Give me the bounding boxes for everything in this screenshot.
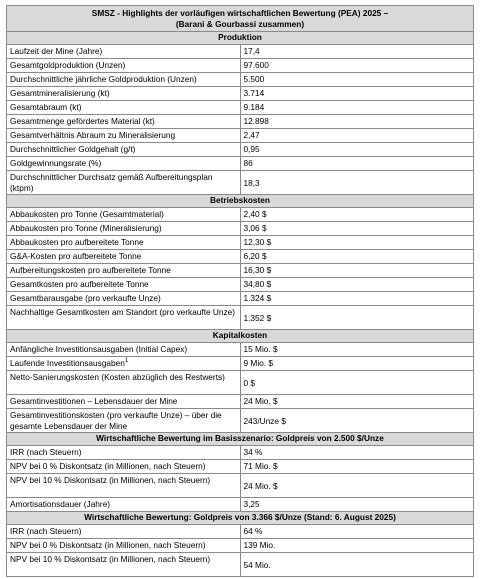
table-row <box>7 222 474 236</box>
row-label-cell <box>7 143 241 157</box>
row-label: Laufende Investitionsausgaben <box>10 358 125 368</box>
row-label: IRR (nach Steuern) <box>10 447 82 457</box>
row-value: 34 % <box>240 446 474 460</box>
section-heading: Produktion <box>7 32 474 45</box>
table-title-line-2: (Barani & Gourbassi zusammen) <box>175 19 305 29</box>
row-value: 86 <box>240 157 474 171</box>
table-row <box>7 395 474 409</box>
section-heading: Wirtschaftliche Bewertung im Basisszenario: Goldpreis von 2.500 $/Unze <box>7 433 474 446</box>
row-label-cell <box>7 236 241 250</box>
row-value: 0,95 <box>240 143 474 157</box>
row-label: IRR (nach Steuern) <box>10 526 82 536</box>
row-label-cell <box>7 357 241 371</box>
table-row <box>7 446 474 460</box>
row-label-cell <box>7 115 241 129</box>
row-label: Amortisationsdauer (Jahre) <box>10 499 111 509</box>
table-row <box>7 409 474 433</box>
row-label: NPV bei 0 % Diskontsatz (in Millionen, nach Steuern) <box>10 461 206 471</box>
row-label: Gesamtmenge gefördertes Material (kt) <box>10 116 155 126</box>
row-value: 9 Mio. $ <box>240 357 474 371</box>
row-value: 243/Unze $ <box>240 409 474 433</box>
table-title-line-1: SMSZ - Highlights der vorläufigen wirtschaftlichen Bewertung (PEA) 2025 – <box>91 8 389 18</box>
row-label-cell <box>7 59 241 73</box>
row-label: Gesamtverhältnis Abraum zu Mineralisierung <box>10 130 176 140</box>
row-label-cell <box>7 87 241 101</box>
row-value: 3,06 $ <box>240 222 474 236</box>
row-label: Gesamtkosten pro aufbereitete Tonne <box>10 279 149 289</box>
row-value: 3.714 <box>240 87 474 101</box>
row-label: Gesamtinvestitionen – Lebensdauer der Mine <box>10 396 178 406</box>
row-value: 97.600 <box>240 59 474 73</box>
row-label: Abbaukosten pro Tonne (Gesamtmaterial) <box>10 209 164 219</box>
table-row <box>7 343 474 357</box>
row-label-cell <box>7 306 241 330</box>
row-value: 139 Mio. <box>240 539 474 553</box>
table-title-row <box>7 6 474 32</box>
section-header-row <box>7 512 474 525</box>
row-label-cell <box>7 498 241 512</box>
row-label-cell <box>7 45 241 59</box>
table-row <box>7 45 474 59</box>
section-header-row <box>7 433 474 446</box>
row-label: Goldgewinnungsrate (%) <box>10 158 102 168</box>
row-value: 1.324 $ <box>240 292 474 306</box>
row-value: 34,80 $ <box>240 278 474 292</box>
row-label: Durchschnittlicher Durchsatz gemäß Aufbereitungsplan (ktpm) <box>10 172 213 193</box>
section-heading: Wirtschaftliche Bewertung: Goldpreis von 3.366 $/Unze (Stand: 6. August 2025) <box>7 512 474 525</box>
row-label: Laufzeit der Mine (Jahre) <box>10 46 103 56</box>
table-row <box>7 278 474 292</box>
table-row <box>7 539 474 553</box>
row-label-cell <box>7 157 241 171</box>
table-row <box>7 171 474 195</box>
row-label: Gesamtmineralisierung (kt) <box>10 88 110 98</box>
row-value: 71 Mio. $ <box>240 460 474 474</box>
table-row <box>7 525 474 539</box>
row-value: 54 Mio. <box>240 553 474 577</box>
table-row <box>7 208 474 222</box>
table-row <box>7 129 474 143</box>
footnote-marker: 1 <box>124 358 129 365</box>
table-row <box>7 101 474 115</box>
row-label: Durchschnittlicher Goldgehalt (g/t) <box>10 144 136 154</box>
row-label-cell <box>7 553 241 577</box>
section-heading: Betriebskosten <box>7 195 474 208</box>
table-row <box>7 73 474 87</box>
row-label: Nachhaltige Gesamtkosten am Standort (pro verkaufte Unze) <box>10 307 236 317</box>
row-value: 5.500 <box>240 73 474 87</box>
row-value: 6,20 $ <box>240 250 474 264</box>
row-label: Anfängliche Investitionsausgaben (Initial Capex) <box>10 344 188 354</box>
table-row <box>7 292 474 306</box>
row-label-cell <box>7 446 241 460</box>
table-row <box>7 371 474 395</box>
row-label-cell <box>7 250 241 264</box>
row-label: Abbaukosten pro aufbereitete Tonne <box>10 237 144 247</box>
table-row <box>7 59 474 73</box>
row-label: Gesamtbarausgabe (pro verkaufte Unze) <box>10 293 161 303</box>
table-row <box>7 143 474 157</box>
table-row <box>7 115 474 129</box>
row-label-cell <box>7 343 241 357</box>
table-row <box>7 264 474 278</box>
row-label: Durchschnittliche jährliche Goldproduktion (Unzen) <box>10 74 197 84</box>
table-title <box>7 6 474 32</box>
row-label: Abbaukosten pro Tonne (Mineralisierung) <box>10 223 162 233</box>
row-value: 12.898 <box>240 115 474 129</box>
row-label: Gesamtinvestitionskosten (pro verkaufte Unze) – über die gesamte Lebensdauer der Mine <box>10 410 222 431</box>
row-label: G&A-Kosten pro aufbereitete Tonne <box>10 251 142 261</box>
row-label: NPV bei 10 % Diskontsatz (in Millionen, nach Steuern) <box>10 554 211 564</box>
table-row <box>7 250 474 264</box>
table-row <box>7 157 474 171</box>
row-label-cell <box>7 264 241 278</box>
row-value: 15 Mio. $ <box>240 343 474 357</box>
row-label-cell <box>7 73 241 87</box>
row-label-cell <box>7 171 241 195</box>
row-value: 24 Mio. $ <box>240 474 474 498</box>
section-heading: Kapitalkosten <box>7 330 474 343</box>
table-row <box>7 498 474 512</box>
row-value: 12,30 $ <box>240 236 474 250</box>
table-row <box>7 87 474 101</box>
row-value: 2,47 <box>240 129 474 143</box>
table-row <box>7 306 474 330</box>
row-label: NPV bei 10 % Diskontsatz (in Millionen, nach Steuern) <box>10 475 211 485</box>
row-label-cell <box>7 292 241 306</box>
table-row <box>7 357 474 371</box>
row-value: 9.184 <box>240 101 474 115</box>
row-value: 17,4 <box>240 45 474 59</box>
row-label-cell <box>7 371 241 395</box>
row-label-cell <box>7 101 241 115</box>
row-value: 1.352 $ <box>240 306 474 330</box>
row-label-cell <box>7 129 241 143</box>
row-value: 2,40 $ <box>240 208 474 222</box>
pea-highlights-table <box>6 5 474 577</box>
table-row <box>7 460 474 474</box>
row-value: 0 $ <box>240 371 474 395</box>
row-value: 3,25 <box>240 498 474 512</box>
row-label-cell <box>7 460 241 474</box>
row-value: 16,30 $ <box>240 264 474 278</box>
row-label-cell <box>7 208 241 222</box>
row-label: Netto-Sanierungskosten (Kosten abzüglich des Restwerts) <box>10 372 225 382</box>
pea-highlights-document <box>6 5 474 577</box>
row-label: Aufbereitungskosten pro aufbereitete Tonne <box>10 265 171 275</box>
row-label: Gesamtabraum (kt) <box>10 102 82 112</box>
row-value: 64 % <box>240 525 474 539</box>
row-label-cell <box>7 278 241 292</box>
row-label-cell <box>7 222 241 236</box>
row-label: Gesamtgoldproduktion (Unzen) <box>10 60 126 70</box>
table-row <box>7 474 474 498</box>
section-header-row <box>7 330 474 343</box>
section-header-row <box>7 195 474 208</box>
row-label-cell <box>7 525 241 539</box>
row-label-cell <box>7 539 241 553</box>
row-value: 18,3 <box>240 171 474 195</box>
table-row <box>7 236 474 250</box>
table-row <box>7 553 474 577</box>
section-header-row <box>7 32 474 45</box>
row-label-cell <box>7 474 241 498</box>
row-label-cell <box>7 395 241 409</box>
row-label-cell <box>7 409 241 433</box>
row-value: 24 Mio. $ <box>240 395 474 409</box>
row-label: NPV bei 0 % Diskontsatz (in Millionen, nach Steuern) <box>10 540 206 550</box>
